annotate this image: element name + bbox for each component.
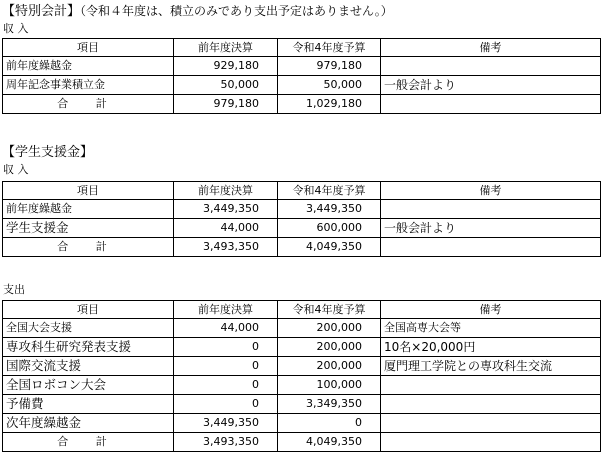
row-note: 厦門理工学院との専攻科生交流 xyxy=(381,357,601,376)
row-item: 全国大会支援 xyxy=(3,319,174,338)
table-row xyxy=(3,219,601,238)
header-item: 項目 xyxy=(3,182,174,200)
table-row xyxy=(3,76,601,95)
student-fund-heading: 【学生支援金】 xyxy=(2,145,94,160)
row-note xyxy=(381,200,601,219)
total-budget: 4,049,350 xyxy=(278,433,381,452)
row-prev: 44,000 xyxy=(174,219,278,238)
row-budget: 0 xyxy=(278,414,381,433)
table-row xyxy=(3,319,601,338)
row-note: 全国高専大会等 xyxy=(381,319,601,338)
row-item: 専攻科生研究発表支援 xyxy=(3,338,174,357)
special-income-label: 収 入 xyxy=(3,22,29,35)
header-budget: 令和4年度予算 xyxy=(278,182,381,200)
row-item: 全国ロボコン大会 xyxy=(3,376,174,395)
table-header-row xyxy=(3,39,601,57)
total-budget: 1,029,180 xyxy=(278,95,381,114)
expense-table xyxy=(2,300,601,452)
total-note xyxy=(381,95,601,114)
row-budget: 200,000 xyxy=(278,319,381,338)
row-item: 次年度繰越金 xyxy=(3,414,174,433)
row-item: 周年記念事業積立金 xyxy=(3,76,174,95)
row-note xyxy=(381,414,601,433)
total-prev: 3,493,350 xyxy=(174,433,278,452)
total-note xyxy=(381,238,601,257)
total-label: 合 計 xyxy=(3,95,174,114)
student-income-table xyxy=(2,181,601,257)
row-note xyxy=(381,376,601,395)
header-prev-settlement: 前年度決算 xyxy=(174,301,278,319)
total-prev: 979,180 xyxy=(174,95,278,114)
total-row xyxy=(3,433,601,452)
special-account-heading xyxy=(2,3,393,20)
row-note: 一般会計より xyxy=(381,219,601,238)
header-budget: 令和4年度予算 xyxy=(278,39,381,57)
table-header-row xyxy=(3,182,601,200)
row-budget: 600,000 xyxy=(278,219,381,238)
total-row xyxy=(3,95,601,114)
row-budget: 3,449,350 xyxy=(278,200,381,219)
row-prev: 0 xyxy=(174,376,278,395)
table-row xyxy=(3,376,601,395)
header-remarks: 備考 xyxy=(381,39,601,57)
row-prev: 0 xyxy=(174,395,278,414)
row-budget: 50,000 xyxy=(278,76,381,95)
total-label: 合 計 xyxy=(3,238,174,257)
row-item: 予備費 xyxy=(3,395,174,414)
table-row xyxy=(3,338,601,357)
row-prev: 50,000 xyxy=(174,76,278,95)
row-note xyxy=(381,57,601,76)
total-budget: 4,049,350 xyxy=(278,238,381,257)
row-note: 10名×20,000円 xyxy=(381,338,601,357)
special-account-note: （令和４年度は、積立のみであり支出予定はありません。） xyxy=(80,4,393,18)
expense-label: 支出 xyxy=(3,283,25,296)
header-prev-settlement: 前年度決算 xyxy=(174,182,278,200)
header-remarks: 備考 xyxy=(381,301,601,319)
row-note xyxy=(381,395,601,414)
row-item: 前年度繰越金 xyxy=(3,57,174,76)
row-budget: 100,000 xyxy=(278,376,381,395)
row-budget: 200,000 xyxy=(278,357,381,376)
row-prev: 0 xyxy=(174,357,278,376)
table-row xyxy=(3,57,601,76)
header-budget: 令和4年度予算 xyxy=(278,301,381,319)
special-income-table xyxy=(2,38,601,114)
table-row xyxy=(3,200,601,219)
row-budget: 979,180 xyxy=(278,57,381,76)
header-remarks: 備考 xyxy=(381,182,601,200)
row-item: 国際交流支援 xyxy=(3,357,174,376)
header-item: 項目 xyxy=(3,301,174,319)
total-prev: 3,493,350 xyxy=(174,238,278,257)
row-item: 前年度繰越金 xyxy=(3,200,174,219)
total-row xyxy=(3,238,601,257)
total-label: 合 計 xyxy=(3,433,174,452)
special-account-title: 【特別会計】 xyxy=(2,4,81,19)
row-note: 一般会計より xyxy=(381,76,601,95)
row-prev: 3,449,350 xyxy=(174,200,278,219)
header-prev-settlement: 前年度決算 xyxy=(174,39,278,57)
table-header-row xyxy=(3,301,601,319)
row-prev: 3,449,350 xyxy=(174,414,278,433)
row-item: 学生支援金 xyxy=(3,219,174,238)
table-row xyxy=(3,357,601,376)
row-prev: 44,000 xyxy=(174,319,278,338)
total-note xyxy=(381,433,601,452)
table-row xyxy=(3,414,601,433)
row-prev: 0 xyxy=(174,338,278,357)
row-budget: 3,349,350 xyxy=(278,395,381,414)
student-income-label: 収 入 xyxy=(3,163,29,176)
table-row xyxy=(3,395,601,414)
row-budget: 200,000 xyxy=(278,338,381,357)
row-prev: 929,180 xyxy=(174,57,278,76)
header-item: 項目 xyxy=(3,39,174,57)
